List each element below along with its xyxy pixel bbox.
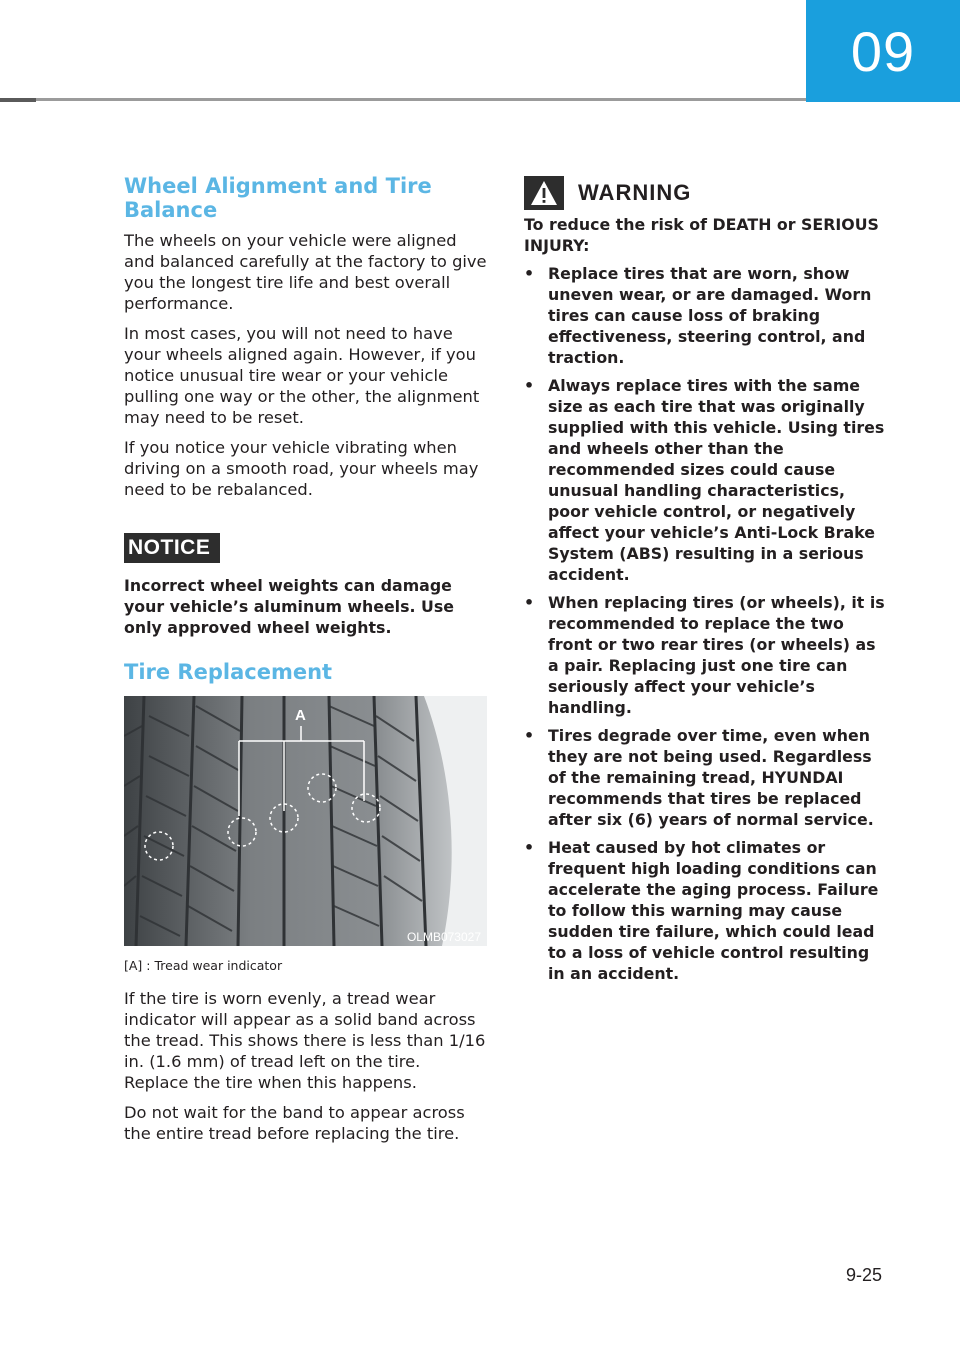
tire-tread-figure bbox=[124, 696, 487, 946]
chapter-tab bbox=[806, 0, 960, 102]
notice-badge: NOTICE bbox=[124, 533, 220, 563]
paragraph: If the tire is worn evenly, a tread wear indicator will appear as a solid band across the tread. This shows there is less than 1/16 in. (1.6 mm) of tread left on the tire. Replace the tire when this happens. bbox=[124, 989, 486, 1092]
page-number: 9-25 bbox=[845, 1265, 882, 1285]
tire-tread-illustration bbox=[124, 696, 487, 946]
list-item: • When replacing tires (or wheels), it is recommended to replace the two front or two rear tires (or wheels) as a pair. Replacing just one tire can seriously affect your vehicle’s handling. bbox=[524, 592, 886, 718]
warning-intro: To reduce the risk of DEATH or SERIOUS INJURY: bbox=[524, 215, 879, 255]
paragraph: If you notice your vehicle vibrating when driving on a smooth road, your wheels may need to be rebalanced. bbox=[124, 438, 479, 499]
warning-triangle-icon bbox=[524, 176, 564, 210]
left-column bbox=[124, 174, 488, 1153]
warning-title: WARNING bbox=[578, 180, 692, 205]
list-item: • Tires degrade over time, even when they are not being used. Regardless of the remaining tread, HYUNDAI recommends that tires be replaced after six (6) years of normal service. bbox=[524, 725, 886, 830]
paragraph: In most cases, you will not need to have your wheels aligned again. However, if you notice unusual tire wear or your vehicle pulling one way or the other, the alignment may need to be reset. bbox=[124, 324, 480, 427]
notice-text: Incorrect wheel weights can damage your vehicle’s aluminum wheels. Use only approved wheel weights. bbox=[124, 576, 454, 637]
figure-caption: [A] : Tread wear indicator bbox=[124, 958, 283, 973]
section-title-wheel-alignment: Wheel Alignment and Tire Balance bbox=[124, 174, 432, 222]
warning-list bbox=[524, 263, 886, 984]
header-rule bbox=[0, 98, 806, 101]
section-title-tire-replacement: Tire Replacement bbox=[124, 660, 333, 684]
warning-header bbox=[524, 176, 886, 210]
figure-label-a: A bbox=[295, 707, 306, 724]
warning-box bbox=[524, 176, 886, 991]
paragraph: The wheels on your vehicle were aligned and balanced carefully at the factory to give you the longest tire life and best overall performance. bbox=[124, 231, 487, 313]
list-item: • Always replace tires with the same size as each tire that was originally supplied with this vehicle. Using tires and wheels other than the recommended sizes could cause unusual handling characteristics, poor vehicle control, or negatively affect your vehicle’s Anti-Lock Brake System (ABS) resulting in a serious accident. bbox=[524, 375, 886, 585]
chapter-number: 09 bbox=[850, 19, 916, 83]
header-rule-accent bbox=[0, 98, 36, 102]
figure-code: OLMB073027 bbox=[406, 930, 481, 944]
list-item: • Heat caused by hot climates or frequent high loading conditions can accelerate the aging process. Failure to follow this warning may cause sudden tire failure, which could lead to a loss of vehicle control resulting in an accident. bbox=[524, 837, 886, 984]
paragraph: Do not wait for the band to appear across the entire tread before replacing the tire. bbox=[124, 1103, 465, 1143]
list-item: • Replace tires that are worn, show uneven wear, or are damaged. Worn tires can cause loss of braking effectiveness, steering control, and traction. bbox=[524, 263, 886, 368]
